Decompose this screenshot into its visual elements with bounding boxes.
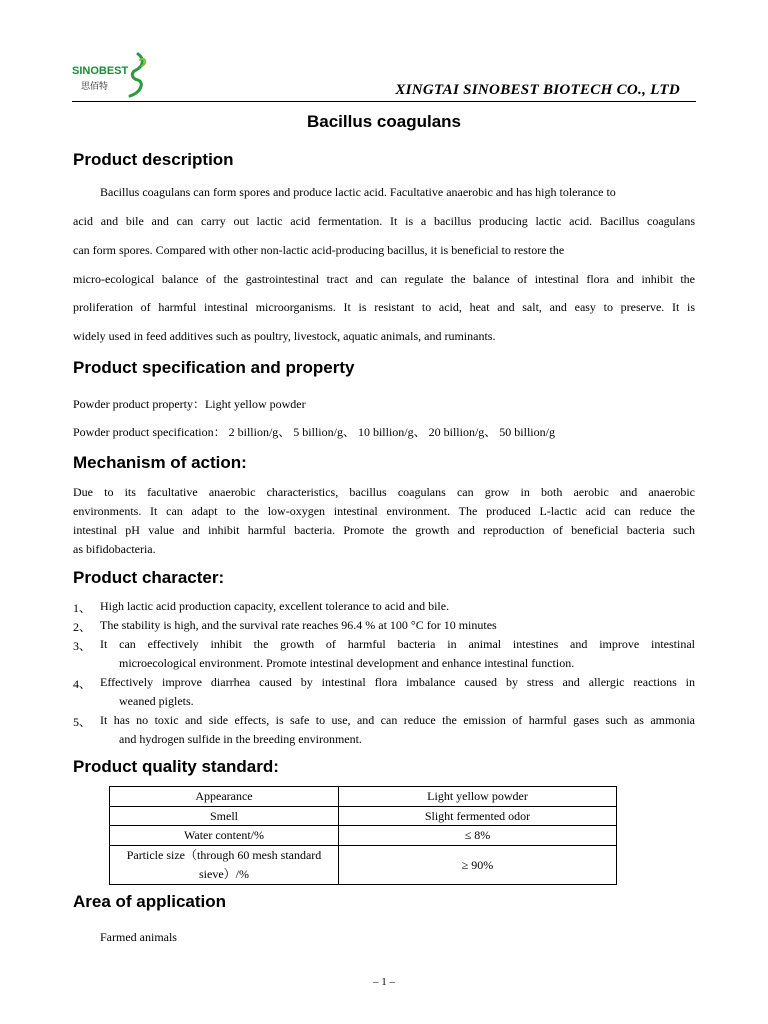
table-row [110,826,617,846]
table-cell: Appearance [110,787,339,807]
page-title: Bacillus coagulans [307,112,461,131]
table-row [110,807,617,826]
header-rule [72,101,696,102]
logo-chinese-text: 思佰特 [81,82,109,92]
particle-size-label: Particle size（through 60 mesh standard [126,848,322,862]
description-line: widely used in feed additives such as poultry, livestock, aquatic animals, and ruminants. [73,329,496,343]
table-cell: ≥ 90% [339,846,617,885]
list-item: The stability is high, and the survival rate reaches 96.4 % at 100 °C for 10 minutes [100,618,497,632]
mechanism-line: as bifidobacteria. [73,542,156,556]
description-line: Bacillus coagulans can form spores and produce lactic acid. Facultative anaerobic and has high tolerance to [100,185,616,199]
application-text: Farmed animals [100,930,177,944]
company-name: XINGTAI SINOBEST BIOTECH CO., LTD [395,82,680,98]
table-cell: Water content/% [110,826,339,846]
mechanism-line: intestinal pH value and inhibit harmful bacteria. Promote the growth and reproduction of beneficial bacteria such [73,523,695,537]
table-cell: Light yellow powder [339,787,617,807]
description-line: can form spores. Compared with other non-lactic acid-producing bacillus, it is beneficial to restore the [73,243,565,257]
heading-mechanism: Mechanism of action: [73,453,247,472]
product-specification: Powder product specification： 2 billion/g、 5 billion/g、 10 billion/g、 20 billion/g、 50 billion/g [73,425,555,439]
table-cell: ≤ 8% [339,826,617,846]
list-item-number: 3、 [73,639,92,653]
description-line: proliferation of harmful intestinal microorganisms. It is resistant to acid, heat and salt, and easy to preserve. It is [73,300,695,314]
heading-quality-standard: Product quality standard: [73,757,279,776]
description-line: acid and bile and can carry out lactic acid fermentation. It is a bacillus producing lactic acid. Bacillus coagulans [73,214,695,228]
list-item: It can effectively inhibit the growth of harmful bacteria in animal intestines and improve intestinal [100,637,695,651]
table-cell [110,846,339,885]
list-item-number: 2、 [73,620,92,634]
list-item: Effectively improve diarrhea caused by intestinal flora imbalance caused by stress and allergic reactions in [100,675,695,689]
list-item: It has no toxic and side effects, is safe to use, and can reduce the emission of harmful gases such as ammonia [100,713,695,727]
product-property: Powder product property：Light yellow powder [73,397,306,411]
description-line: micro-ecological balance of the gastrointestinal tract and can regulate the balance of intestinal flora and inhibit the [73,272,695,286]
list-item-continuation: microecological environment. Promote intestinal development and enhance intestinal function. [119,656,575,670]
table-row [110,787,617,807]
table-row [110,846,617,885]
mechanism-line: environments. It can adapt to the low-oxygen intestinal environment. The produced L-lactic acid can reduce the [73,504,695,518]
table-cell: Slight fermented odor [339,807,617,826]
heading-application: Area of application [73,892,227,911]
table-cell: Smell [110,807,339,826]
list-item-continuation: weaned piglets. [119,694,194,708]
list-item-number: 5、 [73,715,92,729]
heading-product-description: Product description [73,150,234,169]
list-item: High lactic acid production capacity, excellent tolerance to acid and bile. [100,599,450,613]
heading-product-character: Product character: [73,568,225,587]
list-item-number: 4、 [73,677,92,691]
logo-text: SINOBEST [72,65,129,77]
list-item-continuation: and hydrogen sulfide in the breeding environment. [119,732,362,746]
mechanism-line: Due to its facultative anaerobic characteristics, bacillus coagulans can grow in both aerobic and anaerobic [73,485,695,499]
quality-table [109,786,617,885]
company-logo [72,52,146,100]
particle-size-label-cont: sieve）/% [199,867,249,881]
heading-specification: Product specification and property [73,358,355,377]
list-item-number: 1、 [73,601,92,615]
page-number: – 1 – [373,976,395,988]
